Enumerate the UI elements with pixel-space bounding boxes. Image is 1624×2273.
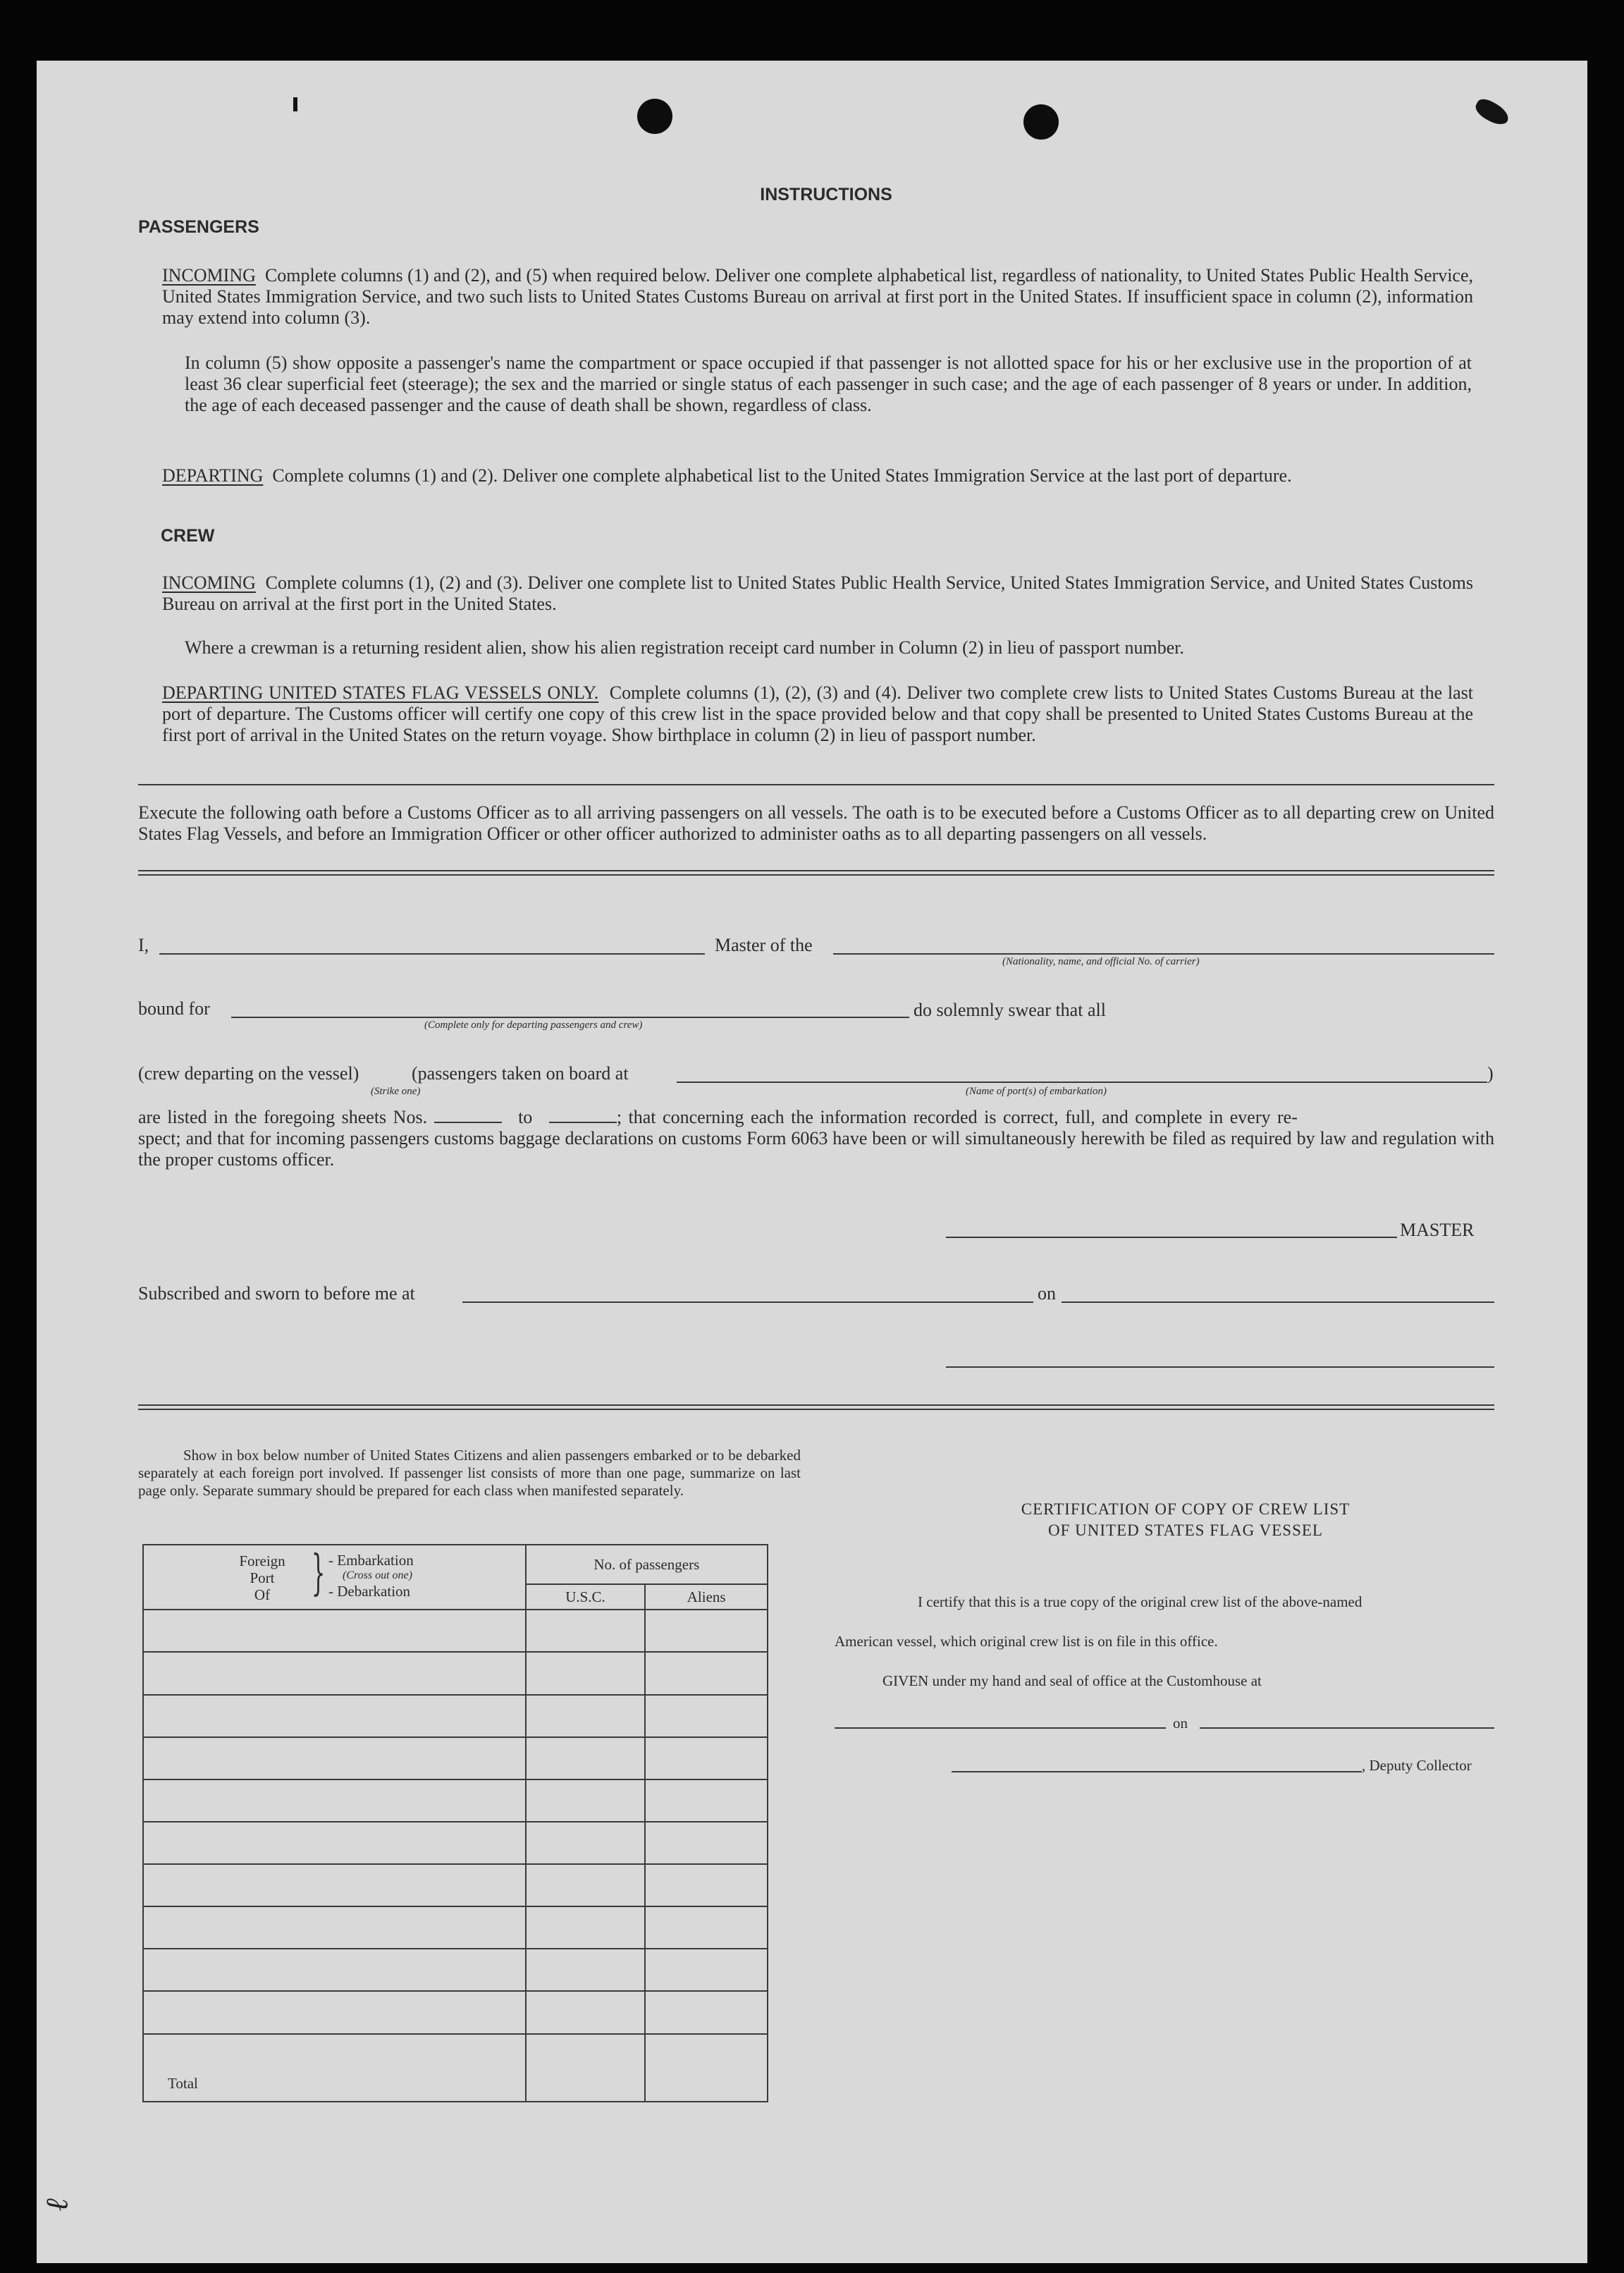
- port-cell[interactable]: [143, 1822, 526, 1864]
- passengers-departing-label: DEPARTING: [162, 465, 264, 486]
- deputy-collector-label: , Deputy Collector: [1362, 1757, 1472, 1774]
- passengers-taken-option[interactable]: (passengers taken on board at: [412, 1063, 629, 1084]
- aliens-cell[interactable]: [645, 1610, 768, 1652]
- debarkation-option[interactable]: - Debarkation: [328, 1583, 411, 1600]
- certification-on-label: on: [1173, 1715, 1188, 1732]
- listed-line: [138, 1107, 1494, 1128]
- crew-incoming-label: INCOMING: [162, 572, 256, 593]
- strike-one-hint: (Strike one): [371, 1086, 421, 1097]
- port-cell[interactable]: [143, 1991, 526, 2033]
- foreign-label: Foreign: [239, 1552, 285, 1569]
- close-paren: ): [1487, 1063, 1494, 1084]
- oath-i-label: I,: [138, 935, 149, 955]
- carrier-hint: (Nationality, name, and official No. of carrier): [1002, 956, 1200, 967]
- usc-cell[interactable]: [526, 1779, 646, 1822]
- page-title: INSTRUCTIONS: [760, 185, 892, 204]
- port-cell[interactable]: [143, 1864, 526, 1906]
- brace-icon: }: [311, 1545, 326, 1601]
- divider-after-instructions: [138, 784, 1494, 785]
- port-cell[interactable]: [143, 1652, 526, 1694]
- certification-line3: GIVEN under my hand and seal of office at the Customhouse at: [882, 1672, 1262, 1689]
- oath-intro-paragraph: Execute the following oath before a Customs Officer as to all arriving passengers on all vessels. The oath is to be executed before a Customs Officer as to all departing crew on United States Flag Vessels, and before an Immigration Officer or other officer authorized to administer oaths as to all departing passengers on all vessels.: [138, 802, 1494, 844]
- listed-suffix: ; that concerning each the information recorded is correct, full, and complete in every re-: [616, 1107, 1298, 1127]
- passengers-departing-text: Complete columns (1) and (2). Deliver one complete alphabetical list to the United States Immigration Service at the last port of departure.: [272, 465, 1292, 486]
- usc-header: U.S.C.: [526, 1584, 646, 1610]
- crew-heading: CREW: [161, 526, 215, 546]
- crew-departing-option[interactable]: (crew departing on the vessel): [138, 1063, 359, 1084]
- usc-cell[interactable]: [526, 1737, 646, 1779]
- certification-line1: I certify that this is a true copy of the original crew list of the above-named: [918, 1593, 1362, 1610]
- certification-heading-line2: OF UNITED STATES FLAG VESSEL: [1048, 1521, 1323, 1539]
- form-sheet: [37, 61, 1587, 2263]
- corner-scan-mark: [1472, 96, 1512, 128]
- bound-for-field[interactable]: [231, 1017, 909, 1018]
- subscribed-date-field[interactable]: [1062, 1301, 1494, 1303]
- aliens-cell[interactable]: [645, 1822, 768, 1864]
- listed-prefix: are listed in the foregoing sheets Nos.: [138, 1107, 428, 1127]
- aliens-cell[interactable]: [645, 1779, 768, 1822]
- usc-cell[interactable]: [526, 1949, 646, 1991]
- usc-cell[interactable]: [526, 1610, 646, 1652]
- crew-departing-flag-text: Complete columns (1), (2), (3) and (4). Deliver two complete crew lists to United States Customs Bureau at the last port of departure. The Customs officer will certify one copy of this crew list in the space provided below and that copy shall be presented to United States Customs Bureau at the first port of arrival in the United States on the return voyage. Show birthplace in column (2) in lieu of passport number.: [162, 682, 1473, 745]
- port-hint: (Name of port(s) of embarkation): [966, 1086, 1107, 1097]
- port-cell[interactable]: [143, 1737, 526, 1779]
- crew-incoming-paragraph: [162, 572, 1473, 615]
- bound-for-label: bound for: [138, 998, 210, 1019]
- usc-cell[interactable]: [526, 1822, 646, 1864]
- master-signature-field[interactable]: [946, 1237, 1397, 1238]
- listed-rest: spect; and that for incoming passengers customs baggage declarations on customs Form 6063 have been or will simultaneously herewith be filed as required by law and regulation with the proper customs officer.: [138, 1128, 1494, 1170]
- divider-before-oath: [138, 870, 1494, 876]
- to-label: to: [518, 1107, 533, 1127]
- crew-resident-paragraph: Where a crewman is a returning resident alien, show his alien registration receipt card number in Column (2) in lieu of passport number.: [185, 637, 1185, 658]
- aliens-cell[interactable]: [645, 1991, 768, 2033]
- aliens-cell[interactable]: [645, 1695, 768, 1737]
- port-cell[interactable]: [143, 1695, 526, 1737]
- certification-heading: [868, 1499, 1503, 1541]
- summary-instructions: Show in box below number of United States Citizens and alien passengers embarked or to be debarked separately at each foreign port involved. If passenger list consists of more than one page, summarize on last page only. Separate summary should be prepared for each class when manifested separately.: [138, 1447, 801, 1499]
- deputy-collector-signature-field[interactable]: [952, 1771, 1362, 1772]
- port-label: Port: [250, 1569, 275, 1586]
- sheet-from-field[interactable]: [434, 1109, 502, 1123]
- bound-for-hint: (Complete only for departing passengers and crew): [424, 1019, 643, 1031]
- port-cell[interactable]: [143, 1949, 526, 1991]
- certification-line2: American vessel, which original crew list is on file in this office.: [835, 1633, 1218, 1650]
- no-passengers-header: No. of passengers: [526, 1545, 768, 1584]
- cross-out-hint: (Cross out one): [343, 1569, 412, 1581]
- total-label-cell: [143, 2034, 526, 2102]
- aliens-cell[interactable]: [645, 1949, 768, 1991]
- embarkation-option[interactable]: - Embarkation: [328, 1552, 414, 1569]
- aliens-cell[interactable]: [645, 1652, 768, 1694]
- carrier-field[interactable]: [833, 953, 1494, 955]
- customhouse-field[interactable]: [835, 1727, 1166, 1729]
- aliens-cell[interactable]: [645, 1906, 768, 1949]
- port-cell[interactable]: [143, 1906, 526, 1949]
- usc-cell[interactable]: [526, 1991, 646, 2033]
- passengers-incoming-text: Complete columns (1) and (2), and (5) when required below. Deliver one complete alphabetical list, regardless of nationality, to United States Public Health Service, United States Immigration Service, and two such lists to United States Customs Bureau on arrival at first port in the United States. If insufficient space in column (2), information may extend into column (3).: [162, 265, 1474, 328]
- officer-signature-field[interactable]: [946, 1366, 1494, 1368]
- aliens-cell[interactable]: [645, 1737, 768, 1779]
- usc-total-cell[interactable]: [526, 2034, 646, 2102]
- crew-departing-flag-label: DEPARTING UNITED STATES FLAG VESSELS ONLY.: [162, 682, 599, 703]
- usc-cell[interactable]: [526, 1695, 646, 1737]
- crew-incoming-text: Complete columns (1), (2) and (3). Deliver one complete list to United States Public Health Service, United States Immigration Service, and United States Customs Bureau on arrival at the first port in the United States.: [162, 572, 1473, 614]
- passengers-incoming-label: INCOMING: [162, 265, 256, 286]
- passenger-summary-table: [142, 1544, 768, 2102]
- usc-cell[interactable]: [526, 1652, 646, 1694]
- aliens-cell[interactable]: [645, 1864, 768, 1906]
- usc-cell[interactable]: [526, 1864, 646, 1906]
- handwritten-mark: ℓ: [39, 2198, 75, 2212]
- foreign-port-header: [143, 1545, 526, 1610]
- left-tick-mark: [293, 97, 297, 111]
- crew-departing-flag-paragraph: [162, 682, 1473, 746]
- port-cell[interactable]: [143, 1779, 526, 1822]
- subscribed-label: Subscribed and sworn to before me at: [138, 1283, 415, 1304]
- of-label: Of: [254, 1586, 271, 1603]
- passengers-departing-paragraph: [162, 465, 1473, 486]
- passengers-heading: PASSENGERS: [138, 217, 259, 237]
- swear-label: do solemnly swear that all: [914, 1000, 1106, 1020]
- port-of-embarkation-field[interactable]: [677, 1082, 1487, 1083]
- master-label: MASTER: [1400, 1220, 1475, 1240]
- master-name-field[interactable]: [159, 953, 705, 955]
- aliens-total-cell[interactable]: [645, 2034, 768, 2102]
- aliens-header: Aliens: [645, 1584, 768, 1610]
- master-of-the-label: Master of the: [715, 935, 813, 955]
- punch-hole-right: [1023, 104, 1059, 140]
- certification-date-field[interactable]: [1200, 1727, 1494, 1729]
- sheet-to-field[interactable]: [549, 1109, 617, 1123]
- port-cell[interactable]: [143, 1610, 526, 1652]
- total-label: Total: [168, 2075, 198, 2092]
- certification-heading-line1: CERTIFICATION OF COPY OF CREW LIST: [1021, 1500, 1351, 1518]
- passengers-column5-paragraph: In column (5) show opposite a passenger's name the compartment or space occupied if that passenger is not allotted space for his or her exclusive use in the proportion of at least 36 clear superficial feet (steerage); the sex and the married or single status of each passenger in such case; and the age of each passenger of 8 years or under. In addition, the age of each deceased passenger and the cause of death shall be shown, regardless of class.: [185, 353, 1472, 415]
- subscribed-on-label: on: [1038, 1283, 1056, 1304]
- divider-before-summary: [138, 1404, 1494, 1410]
- subscribed-place-field[interactable]: [462, 1301, 1033, 1303]
- punch-hole-left: [637, 99, 672, 134]
- usc-cell[interactable]: [526, 1906, 646, 1949]
- passengers-incoming-paragraph: [162, 265, 1473, 329]
